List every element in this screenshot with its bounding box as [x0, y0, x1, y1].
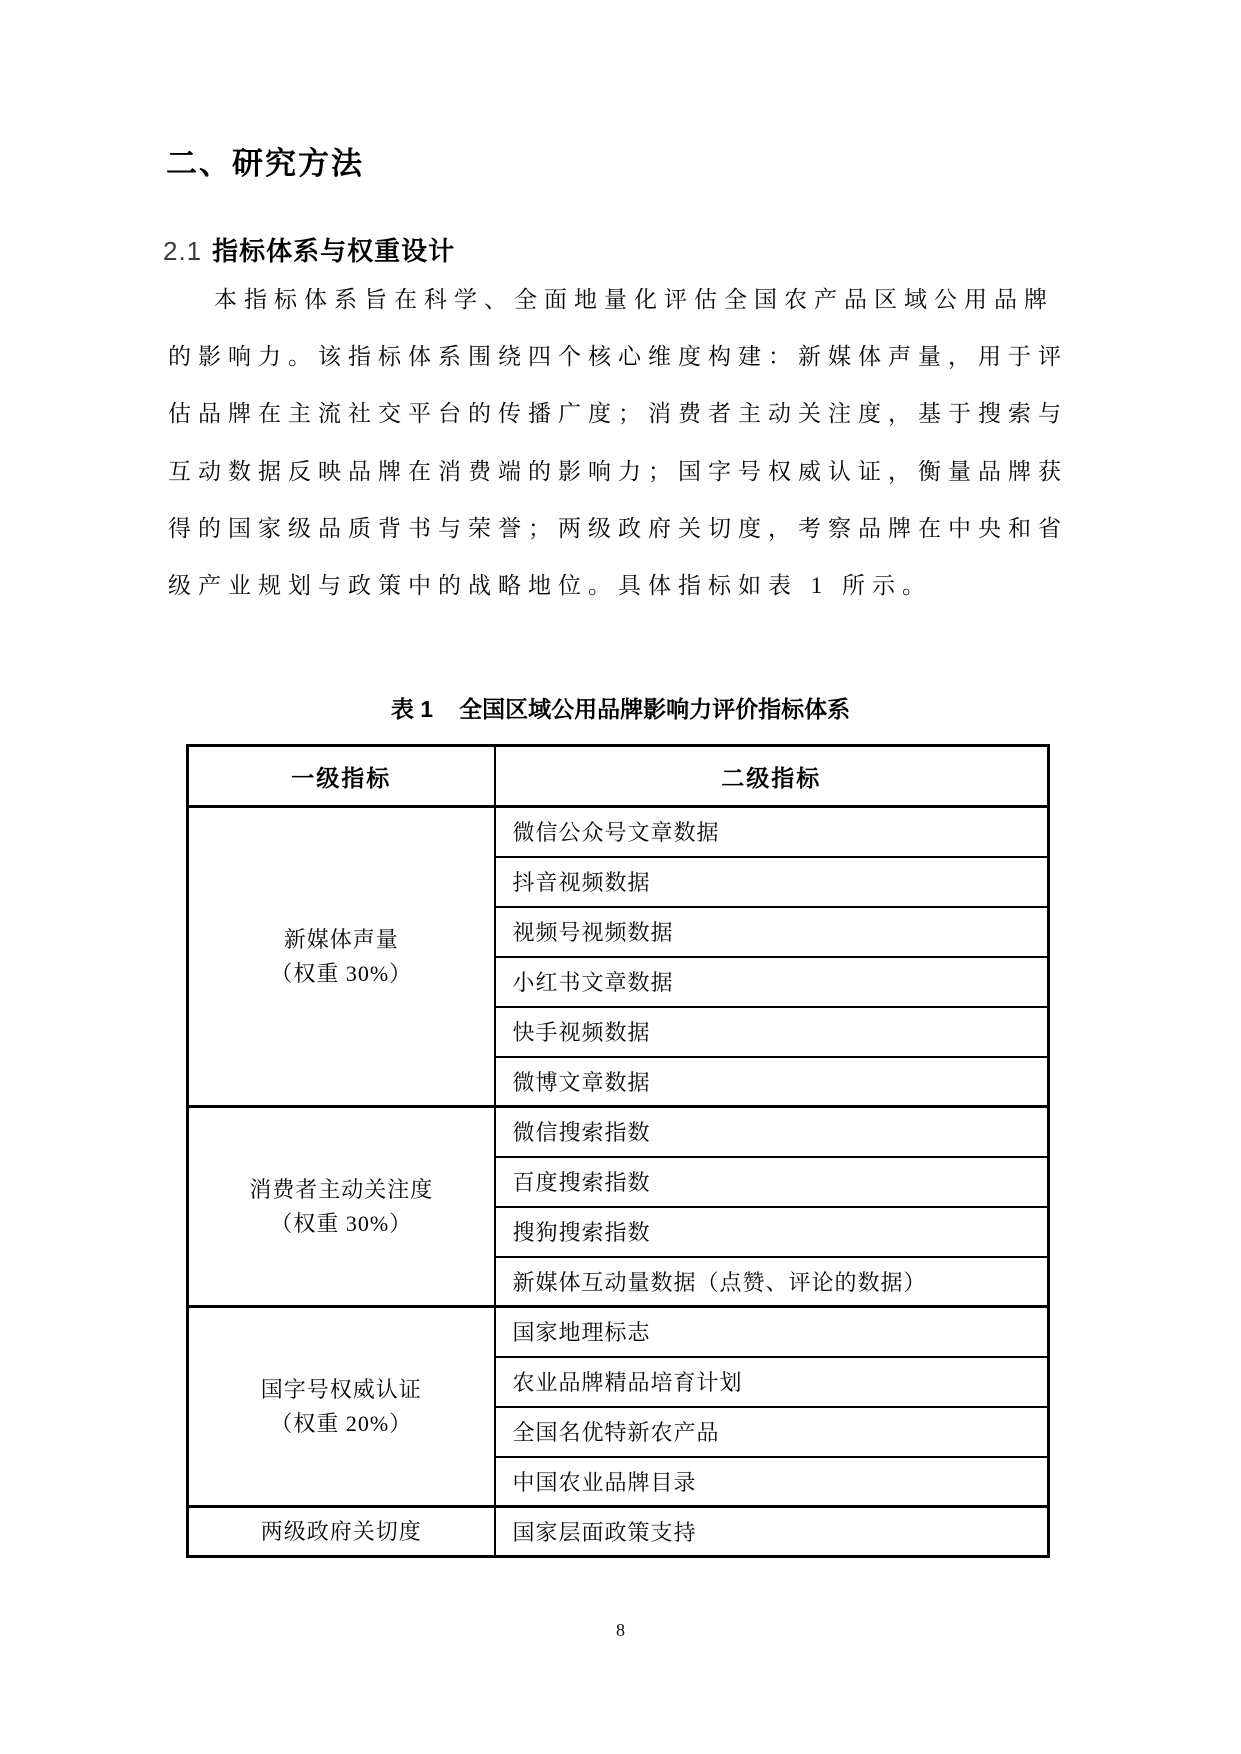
table-cell-secondary: 微博文章数据: [495, 1057, 1049, 1107]
subsection-title: 指标体系与权重设计: [212, 236, 456, 266]
table-header-row: [188, 746, 1049, 807]
table-cell-secondary: 农业品牌精品培育计划: [495, 1357, 1049, 1407]
table-cell-secondary: 全国名优特新农产品: [495, 1407, 1049, 1457]
primary-indicator-name: 国字号权威认证: [260, 1376, 422, 1402]
subsection-heading: [163, 231, 455, 268]
table-row: [188, 1307, 1049, 1357]
table-cell-secondary: 抖音视频数据: [495, 857, 1049, 907]
page-number: 8: [616, 1620, 625, 1640]
table-cell-primary: [188, 807, 495, 1107]
primary-indicator-name: 消费者主动关注度: [249, 1176, 434, 1202]
table-caption-title: 全国区域公用品牌影响力评价指标体系: [459, 696, 851, 722]
table-caption-label: 表 1: [390, 696, 434, 722]
table-cell-secondary: 快手视频数据: [495, 1007, 1049, 1057]
paragraph-line: 得的国家级品质背书与荣誉；两级政府关切度，考察品牌在中央和省: [168, 515, 1068, 541]
primary-indicator-weight: （权重 30%）: [270, 960, 413, 986]
table-cell-primary: [188, 1307, 495, 1507]
table-cell-primary: [188, 1507, 495, 1557]
paragraph-line: 本指标体系旨在科学、全面地量化评估全国农产品区域公用品牌: [214, 287, 1054, 312]
table-cell-secondary: 国家地理标志: [495, 1307, 1049, 1357]
table-cell-secondary: 小红书文章数据: [495, 957, 1049, 1007]
table-cell-secondary: 中国农业品牌目录: [495, 1457, 1049, 1507]
table-row: [188, 1107, 1049, 1157]
table-row: [188, 1507, 1049, 1557]
header-secondary-indicator: 二级指标: [495, 746, 1049, 807]
table-cell-secondary: 视频号视频数据: [495, 907, 1049, 957]
primary-indicator-weight: （权重 30%）: [270, 1210, 413, 1236]
paragraph-line: 的影响力。该指标体系围绕四个核心维度构建：新媒体声量，用于评: [168, 344, 1068, 370]
table-cell-secondary: 微信公众号文章数据: [495, 807, 1049, 857]
table-cell-primary: [188, 1107, 495, 1307]
table-cell-secondary: 百度搜索指数: [495, 1157, 1049, 1207]
table-cell-secondary: 新媒体互动量数据（点赞、评论的数据）: [495, 1257, 1049, 1307]
indicator-table: [186, 744, 1050, 1558]
header-primary-indicator: 一级指标: [188, 746, 495, 807]
primary-indicator-name: 新媒体声量: [283, 926, 399, 952]
paragraph-line: 估品牌在主流社交平台的传播广度；消费者主动关注度，基于搜索与: [168, 401, 1068, 427]
table-caption: [0, 691, 1241, 724]
table-row: [188, 807, 1049, 857]
primary-indicator-weight: （权重 20%）: [270, 1410, 413, 1436]
section-heading: 二、研究方法: [166, 146, 364, 181]
primary-indicator-name: 两级政府关切度: [260, 1518, 422, 1544]
table-cell-secondary: 微信搜索指数: [495, 1107, 1049, 1157]
table-cell-secondary: 国家层面政策支持: [495, 1507, 1049, 1557]
body-paragraph: [168, 271, 1078, 614]
subsection-number: 2.1: [163, 236, 203, 266]
table-cell-secondary: 搜狗搜索指数: [495, 1207, 1049, 1257]
paragraph-line: 级产业规划与政策中的战略地位。具体指标如表 1 所示。: [168, 572, 932, 598]
paragraph-line: 互动数据反映品牌在消费端的影响力；国字号权威认证，衡量品牌获: [168, 458, 1068, 484]
